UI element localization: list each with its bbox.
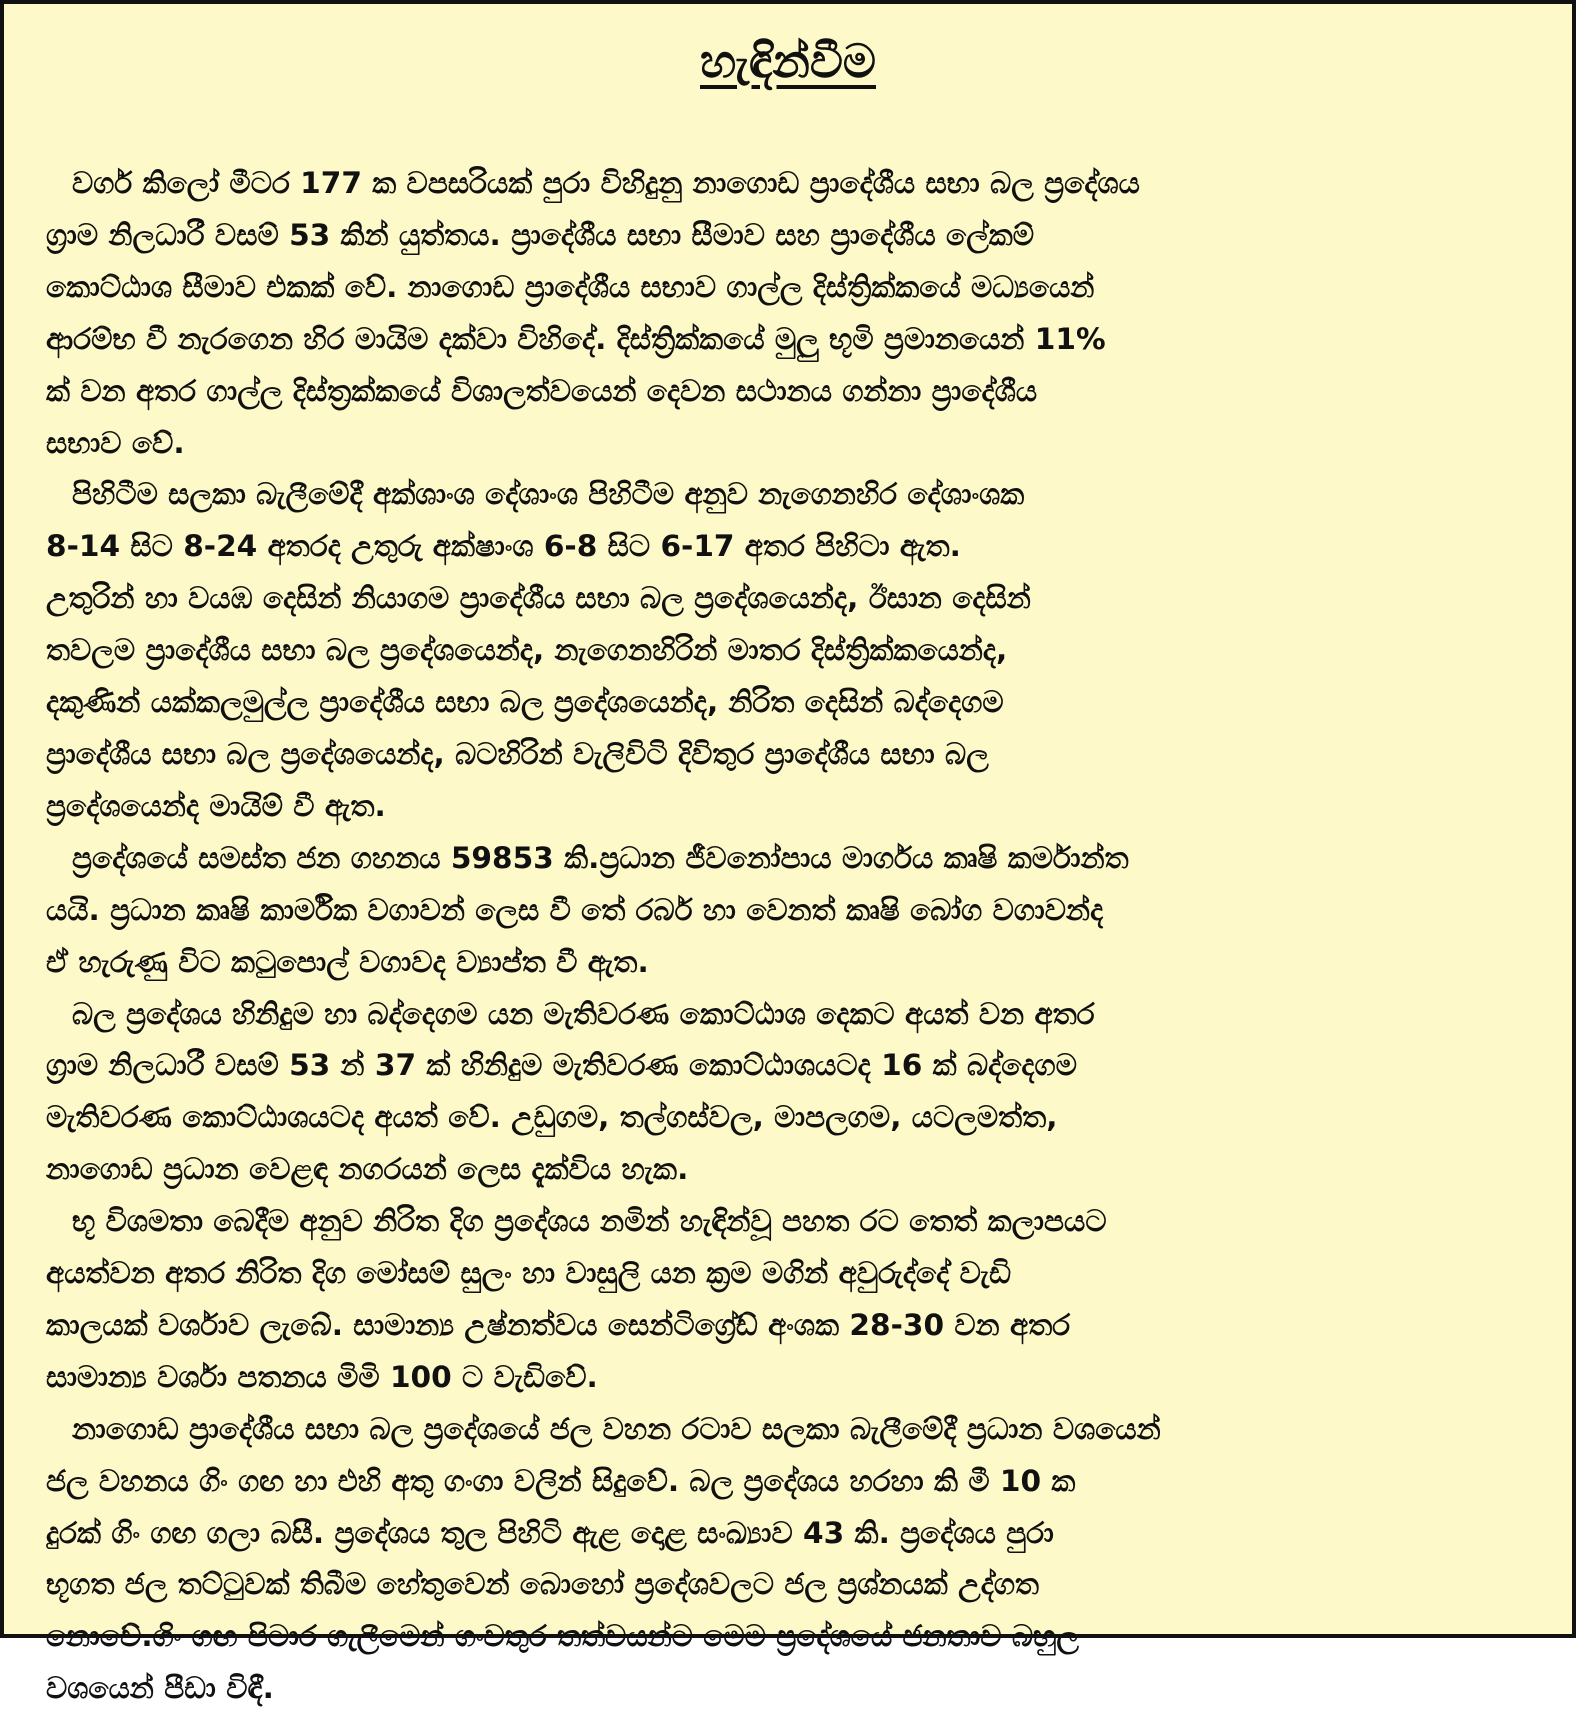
body-line: නොවේ.ගිං ගඟ පිටාර ගැලීමෙන් ගංවතුර තත්වයන්ට මෙම ප්‍රදේශයේ ජනතාව බහුල [46, 1619, 1079, 1654]
body-line: අයත්වන අතර නිරිත දිග මෝසම් සුලං හා වාසුලි යන ක්‍රම මගින් අවුරුද්දේ වැඩි [46, 1256, 1012, 1291]
body-line: වශයෙන් පීඩා විඳී. [46, 1671, 274, 1706]
body-line: භූ විශමතා බෙදීම අනුව නිරිත දිග ප්‍රදේශය නමින් හැඳින්වූ පහත රට තෙත් කලාපයට [72, 1204, 1107, 1239]
body-line: කොට්ඨාශ සීමාව එකක් වේ. නාගොඩ ප්‍රාදේශීය සභාව ගාල්ල දිස්ත්‍රික්කයේ මධ්‍යයෙන් [46, 269, 1095, 304]
body-line: මැතිවරණ කොට්ඨාශයටද අයත් වේ. උඩුගම, තල්ගස්වල, මාපලගම, යටලමත්ත, [46, 1100, 1058, 1135]
body-line: ග්‍රාම නිලධාරී වසම් 53 කින් යුත්තය. ප්‍රාදේශීය සභා සීමාව සහ ප්‍රාදේශීය ලේකම් [46, 217, 1035, 252]
body-line: ක් වන අතර ගාල්ල දිස්ත්‍රක්කයේ විශාලත්වයෙන් දෙවන සථානය ගන්නා ප්‍රාදේශීය [46, 373, 1038, 408]
body-line: නාගොඩ ප්‍රධාන වෙළඳ නගරයන් ලෙස දැක්විය හැක. [46, 1152, 689, 1187]
document-body [46, 158, 1541, 1715]
body-line: සාමාන්‍ය වර්ශා පතනය මිමි 100 ට වැඩිවේ. [46, 1359, 598, 1394]
body-line: උතුරින් හා වයඹ දෙසින් නියාගම ප්‍රාදේශීය සභා බල ප්‍රදේශයෙන්ද, ඊසාන දෙසින් [46, 581, 1031, 616]
document-title [4, 34, 1572, 90]
body-line: යයි. ප්‍රධාන කෘෂි කාර්මික වගාවන් ලෙස වී තේ රබර් හා වෙනත් කෘෂි බෝග වගාවන්ද [46, 892, 1104, 927]
body-line: ග්‍රාම නිලධාරී වසම් 53 න් 37 ක් හිනිදුම මැතිවරණ කොට්ඨාශයටද 16 ක් බද්දෙගම [46, 1048, 1077, 1083]
body-line: බල ප්‍රදේශය හිනිදුම හා බද්දෙගම යන මැතිවරණ කොට්ඨාශ දෙකට අයත් වන අතර [72, 996, 1095, 1031]
body-line: කාලයක් වර්ශාව ලැබේ. සාමාන්‍ය උෂ්නත්වය සෙන්ටිග්‍රේඩ් අංශක 28-30 වන අතර [46, 1307, 1071, 1342]
body-line: පිහිටීම සලකා බැලීමේදී අක්ශාංශ දේශාංශ පිහිටීම අනුව නැගෙනහිර දේශාංශක [72, 477, 1025, 512]
body-line: දකුණින් යක්කලමුල්ල ප්‍රාදේශීය සභා බල ප්‍රදේශයෙන්ද, නිරිත දෙසින් බද්දෙගම [46, 685, 1004, 720]
body-line: දුරක් ගිං ගඟ ගලා බසී. ප්‍රදේශය තුල පිහිටි ඇළ දොළ සංඛ්‍යාව 43 කි. ප්‍රදේශය පුරා [46, 1515, 1054, 1550]
body-line: ප්‍රාදේශීය සභා බල ප්‍රදේශයෙන්ද, බටහිරින් වැලිවිටි දිවිතුර ප්‍රාදේශීය සභා බල [46, 736, 989, 771]
body-line: ප්‍රදේශයෙන්ද මායිම් වී ඇත. [46, 788, 386, 823]
body-line: ඒ හැරුණු විට කටුපොල් වගාවද ව්‍යාප්ත වී ඇත. [46, 944, 649, 979]
body-line: වර්ග කිලෝ මීටර 177 ක වපසරියක් පුරා විහිදුනු නාගොඩ ප්‍රාදේශීය සභා බල ප්‍රදේශය [72, 166, 1140, 200]
body-line: 8-14 සිට 8-24 අතරද උතුරු අක්ෂාංශ 6-8 සිට 6-17 අතර පිහිටා ඇත. [46, 529, 961, 564]
body-line: සභාව වේ. [46, 425, 185, 460]
title-text: හැඳින්වීම [700, 34, 876, 88]
body-line: නාගොඩ ප්‍රාදේශීය සභා බල ප්‍රදේශයේ ජල වහන රටාව සලකා බැලීමේදී ප්‍රධාන වශයෙන් [72, 1411, 1161, 1446]
body-line: භූගත ජල තට්ටුවක් තිබීම හේතුවෙන් බොහෝ ප්‍රදේශවලට ජල ප්‍රශ්නයක් උද්ගත [46, 1567, 1040, 1602]
body-line: තවලම ප්‍රාදේශීය සභා බල ප්‍රදේශයෙන්ද, නැගෙනහිරින් මාතර දිස්ත්‍රික්කයෙන්ද, [46, 633, 1008, 668]
body-line: ප්‍රදේශයේ සමස්ත ජන ගහනය 59853 කි.ප්‍රධාන ජීවනෝපාය මාර්ගය කෘෂි කර්මාන්ත [72, 840, 1129, 875]
body-line: ආරම්භ වී නැරගෙන හිර මායිම දක්වා විහිදේ. දිස්ත්‍රික්කයේ මුලු භූමි ප්‍රමානයෙන් 11% [46, 321, 1106, 356]
body-line: ජල වහනය ගිං ගඟ හා එහි අතු ගංගා වලින් සිදුවේ. බල ප්‍රදේශය හරහා කි මී 10 ක [46, 1463, 1076, 1498]
